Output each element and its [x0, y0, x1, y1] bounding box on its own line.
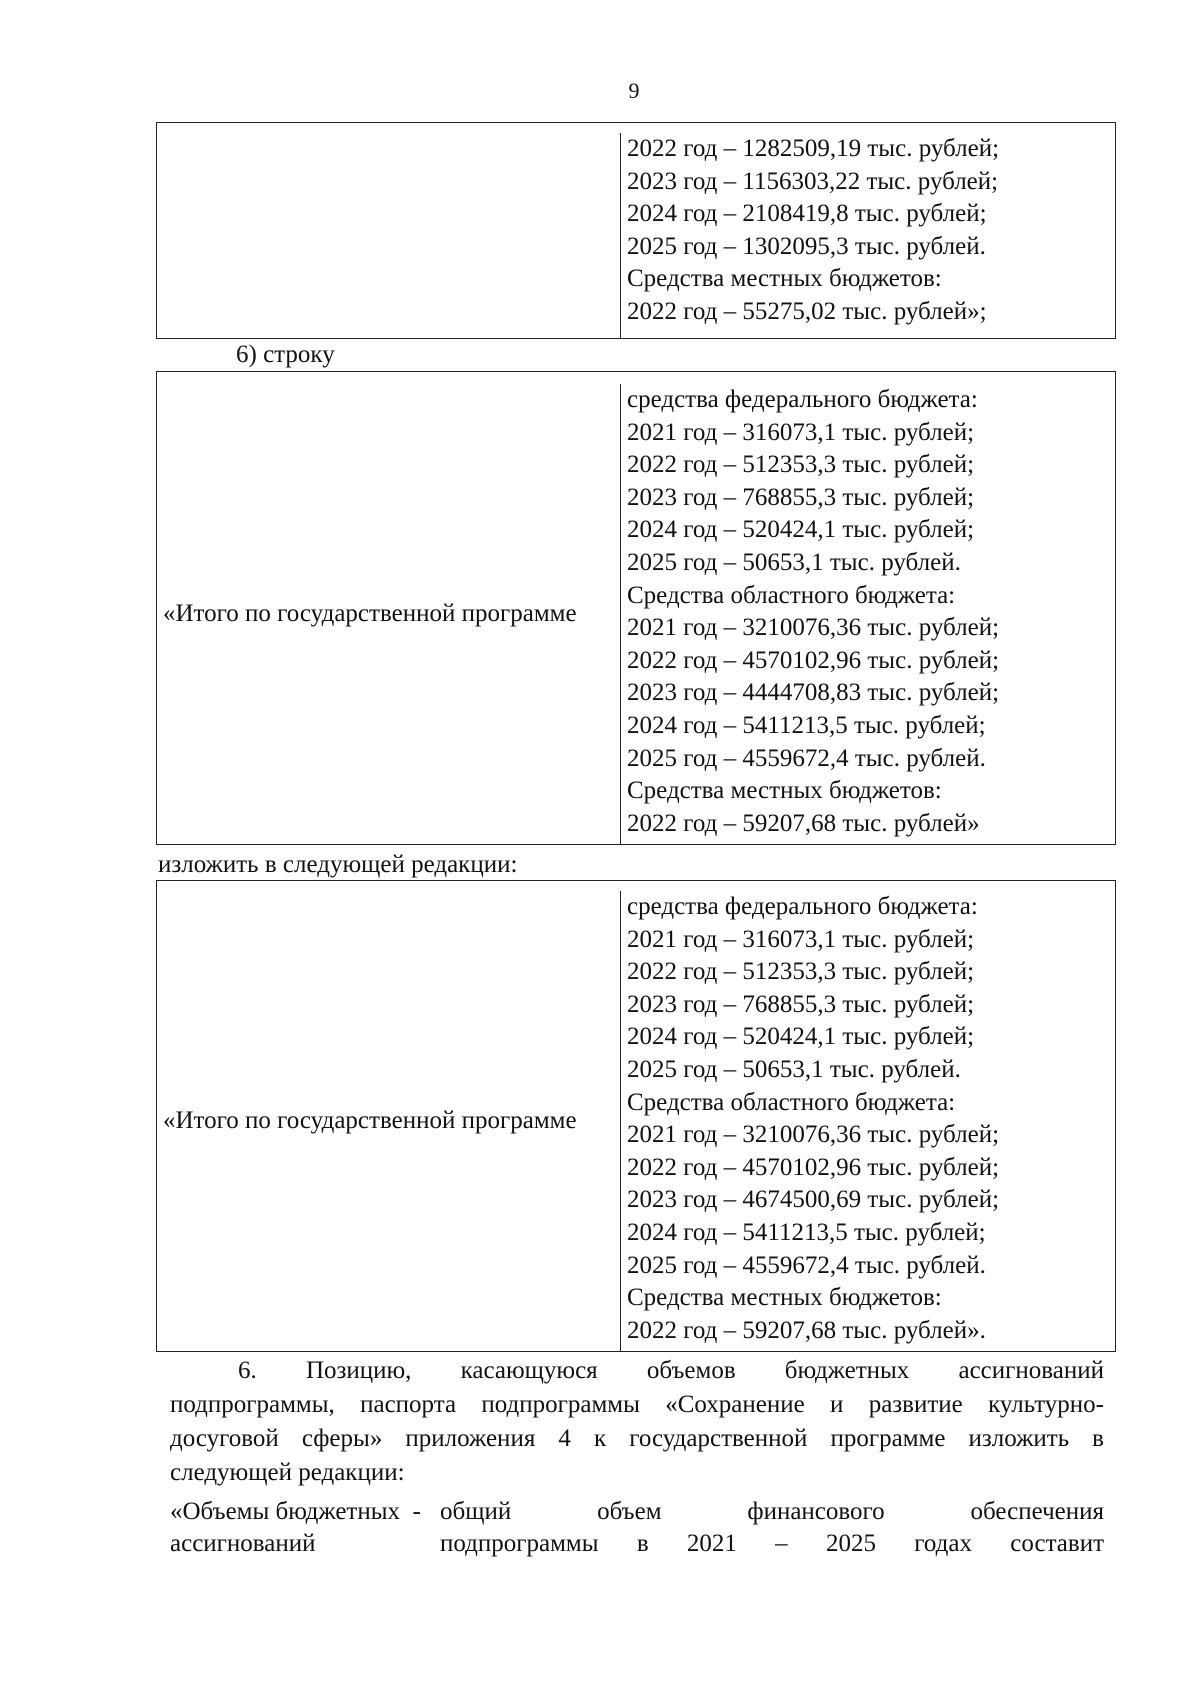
table-line: 2023 год – 1156303,22 тыс. рублей; [627, 167, 999, 195]
allocations-label-line: «Объемы бюджетных - [170, 1498, 421, 1525]
table-line: 2021 год – 3210076,36 тыс. рублей; [627, 614, 1000, 642]
table-right-cell [621, 384, 1115, 844]
paragraph-line: подпрограммы, паспорта подпрограммы «Сохранение и развитие культурно- [170, 1391, 1104, 1418]
table-continuation [156, 122, 1116, 339]
table-right-cell [621, 133, 1115, 338]
table-line: 2023 год – 4674500,69 тыс. рублей; [627, 1186, 1000, 1214]
allocations-text-line: общий объем финансового обеспечения [440, 1498, 1104, 1525]
table-line: 2021 год – 316073,1 тыс. рублей; [627, 925, 975, 953]
table-line: 2024 год – 2108419,8 тыс. рублей; [627, 200, 987, 228]
table-line: 2023 год – 768855,3 тыс. рублей; [627, 990, 975, 1018]
table-new-totals [156, 880, 1116, 1352]
table-line: 2025 год – 50653,1 тыс. рублей. [627, 548, 961, 576]
paragraph-line: 6. Позицию, касающуюся объемов бюджетных ассигнований [238, 1357, 1104, 1384]
table-line: Средства местных бюджетов: [627, 1284, 942, 1312]
table-left-cell [157, 133, 621, 338]
table-line: 2021 год – 3210076,36 тыс. рублей; [627, 1121, 1000, 1149]
table-old-totals [156, 371, 1116, 845]
table-line: 2022 год – 55275,02 тыс. рублей»; [627, 297, 987, 325]
table-line: Средства областного бюджета: [627, 1088, 956, 1116]
table-right-cell [621, 891, 1115, 1351]
allocations-text-line: подпрограммы в 2021 – 2025 годах составит [440, 1530, 1104, 1557]
table-line: 2025 год – 1302095,3 тыс. рублей. [627, 232, 986, 260]
table-line: 2024 год – 520424,1 тыс. рублей; [627, 1023, 975, 1051]
table-line: 2022 год – 1282509,19 тыс. рублей; [627, 135, 1000, 162]
table-line: 2025 год – 4559672,4 тыс. рублей. [627, 1251, 986, 1279]
table-line: Средства местных бюджетов: [627, 265, 942, 293]
label-izlozhit: изложить в следующей редакции: [158, 851, 518, 878]
paragraph-6 [170, 1354, 1104, 1490]
page-number: 9 [628, 78, 640, 103]
table-line: 2022 год – 4570102,96 тыс. рублей; [627, 646, 1000, 674]
table-line: 2024 год – 520424,1 тыс. рублей; [627, 516, 975, 544]
table-line: 2024 год – 5411213,5 тыс. рублей; [627, 1218, 986, 1246]
total-label: «Итого по государственной программе [163, 600, 577, 627]
table-line: 2022 год – 59207,68 тыс. рублей» [627, 809, 980, 837]
table-line: средства федерального бюджета: [627, 386, 978, 413]
table-line: Средства местных бюджетов: [627, 777, 942, 805]
table-line: 2022 год – 512353,3 тыс. рублей; [627, 451, 975, 479]
table-line: 2021 год – 316073,1 тыс. рублей; [627, 418, 975, 446]
table-line: Средства областного бюджета: [627, 581, 956, 609]
allocations-text [440, 1496, 1104, 1560]
label-stroku: 6) строку [236, 341, 335, 368]
table-left-cell [157, 891, 621, 1351]
allocations-label [170, 1496, 470, 1560]
table-line: 2022 год – 59207,68 тыс. рублей». [627, 1316, 986, 1344]
table-line: средства федерального бюджета: [627, 893, 978, 920]
table-line: 2022 год – 4570102,96 тыс. рублей; [627, 1153, 1000, 1181]
table-left-cell [157, 384, 621, 844]
table-line: 2023 год – 768855,3 тыс. рублей; [627, 483, 975, 511]
total-label: «Итого по государственной программе [163, 1107, 577, 1134]
paragraph-line: следующей редакции: [170, 1459, 405, 1486]
allocations-label-line: ассигнований [170, 1530, 316, 1557]
table-line: 2024 год – 5411213,5 тыс. рублей; [627, 711, 986, 739]
table-line: 2022 год – 512353,3 тыс. рублей; [627, 958, 975, 986]
table-line: 2025 год – 4559672,4 тыс. рублей. [627, 744, 986, 772]
paragraph-line: досуговой сферы» приложения 4 к государственной программе изложить в [170, 1425, 1104, 1452]
table-line: 2023 год – 4444708,83 тыс. рублей; [627, 679, 1000, 707]
table-line: 2025 год – 50653,1 тыс. рублей. [627, 1055, 961, 1083]
